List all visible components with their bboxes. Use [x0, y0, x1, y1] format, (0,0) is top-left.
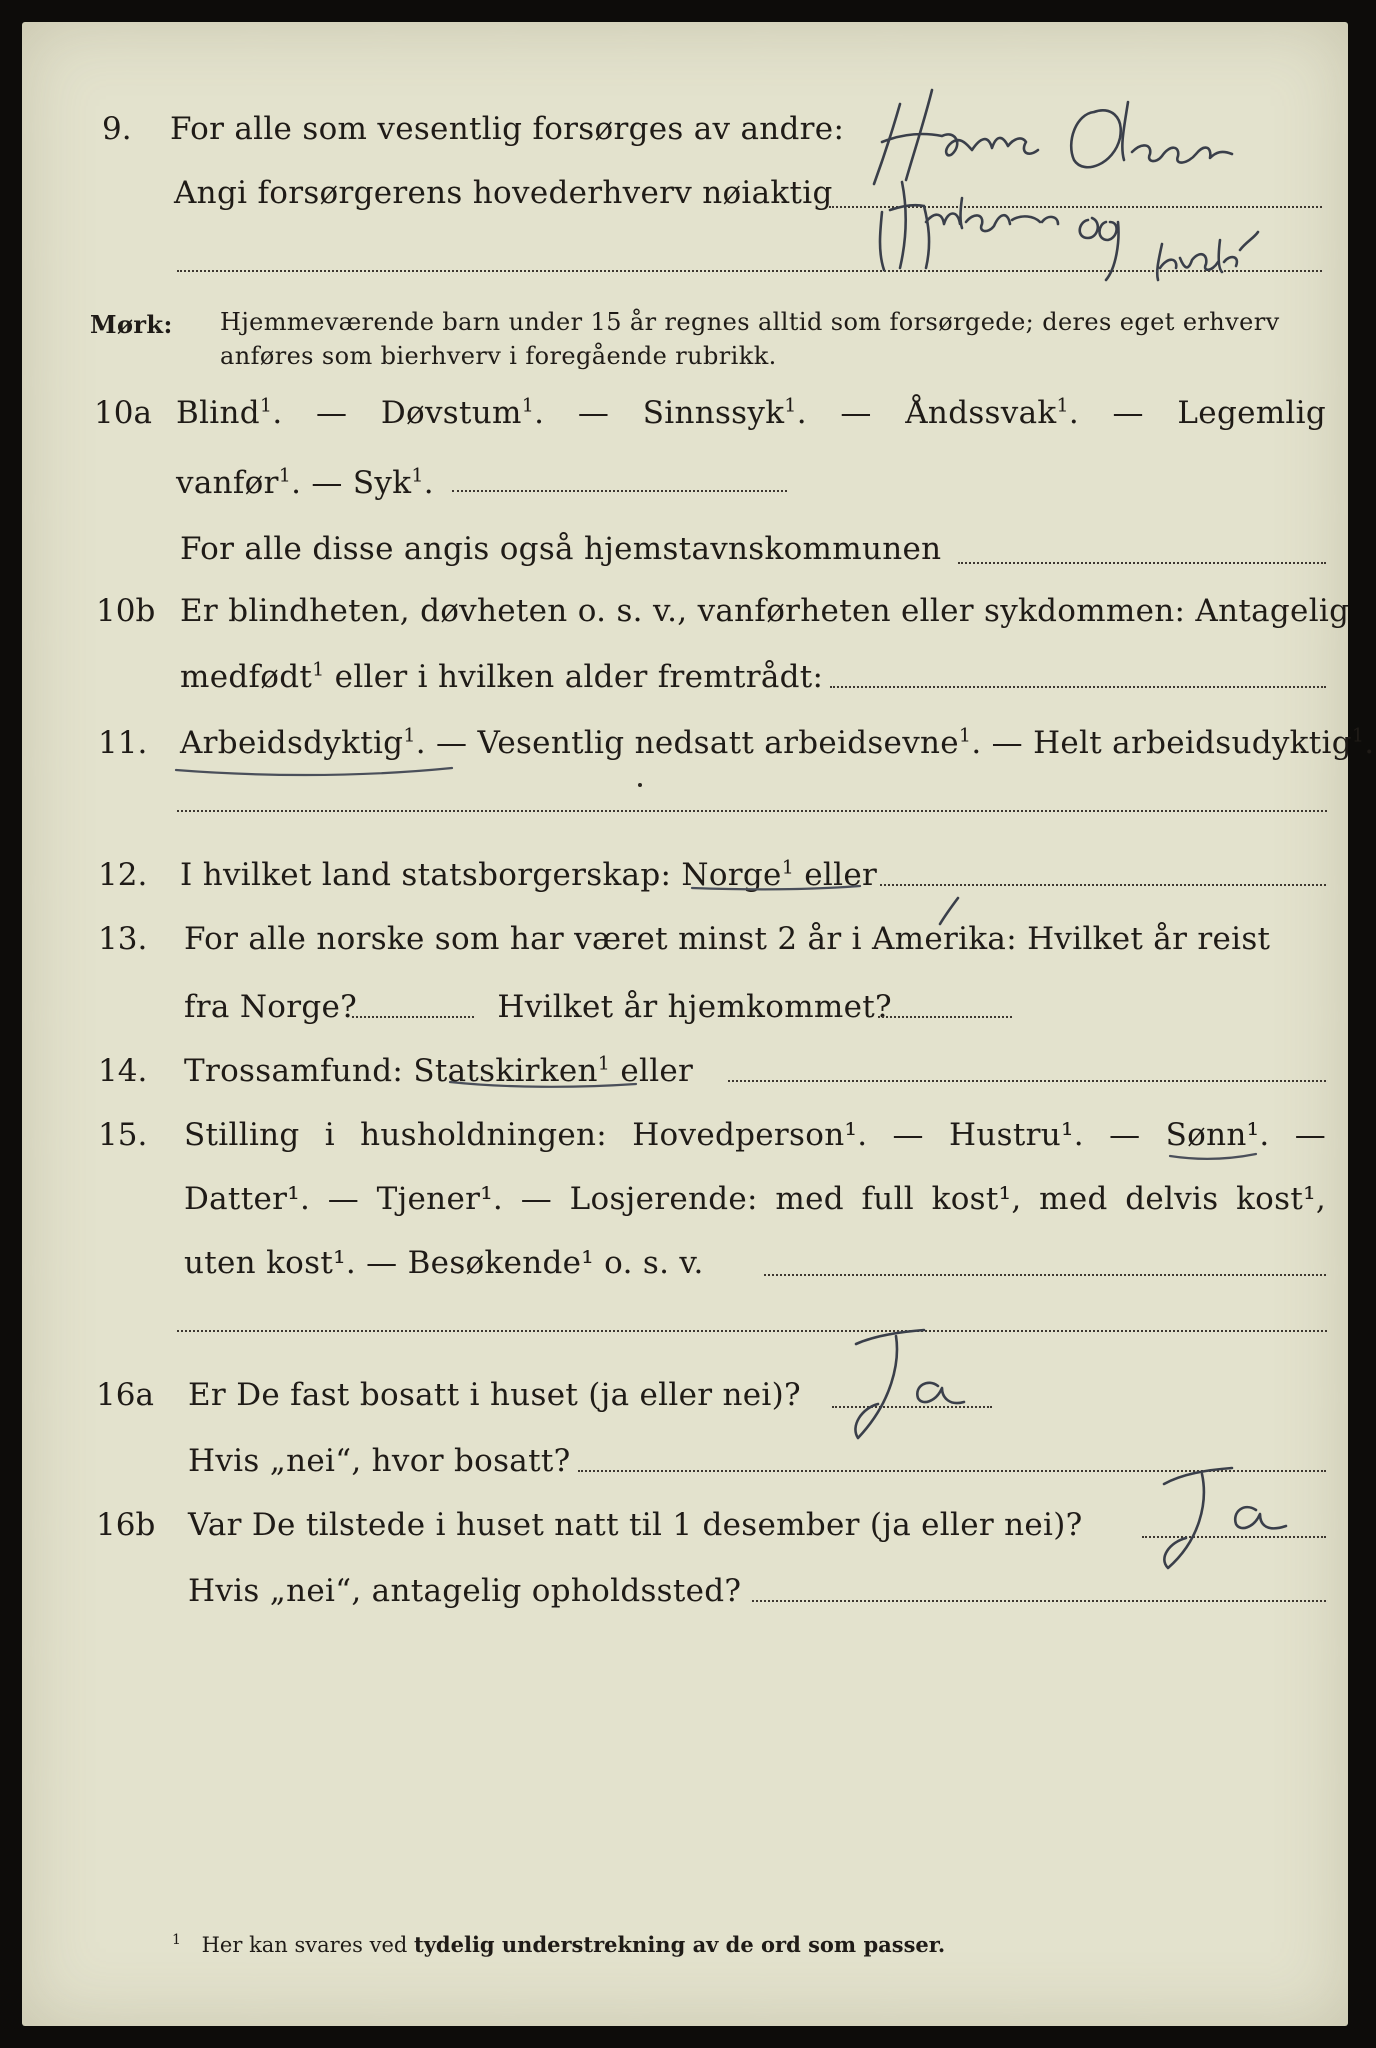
q14-answer-line[interactable]	[728, 1080, 1326, 1082]
q10a-item-blind[interactable]: Blind	[176, 395, 260, 431]
q13-line1: For alle norske som har været minst 2 år i Amerika: Hvilket år reist	[184, 921, 1271, 957]
q15-line3[interactable]: uten kost¹. — Besøkende¹ o. s. v.	[184, 1245, 704, 1281]
q11-number: 11.	[98, 725, 148, 761]
q10a-line3: For alle disse angis også hjemstavnskommunen	[180, 531, 942, 567]
q12-number: 12.	[98, 857, 148, 893]
q11-nedsatt[interactable]: . — Vesentlig nedsatt arbeidsevne	[415, 725, 959, 761]
q12-option-norge[interactable]: Norge	[681, 857, 782, 893]
q13-reist: fra Norge?	[184, 989, 358, 1025]
q10b-number: 10b	[96, 593, 156, 629]
q15-w-med1: med	[775, 1181, 844, 1217]
q14-line: Trossamfund: Statskirken$^1$ eller	[184, 1052, 694, 1089]
q15-answer-line[interactable]	[764, 1274, 1326, 1276]
footnote-prefix: Her kan svares ved	[201, 1933, 408, 1957]
q10a-line2: vanfør$^1$. — Syk$^1$.	[176, 464, 434, 501]
q10b-answer-line[interactable]	[830, 686, 1326, 688]
q12-underline	[688, 880, 868, 896]
q16b-line1: Var De tilstede i huset natt til 1 desember (ja eller nei)?	[188, 1507, 1083, 1543]
q15-dash5: —	[520, 1181, 553, 1217]
q16a-line1: Er De fast bosatt i huset (ja eller nei)?	[188, 1377, 801, 1413]
q10b-line2: medfødt$^1$ eller i hvilken alder fremtrådt:	[180, 658, 824, 695]
q15-w3: husholdningen:	[360, 1117, 608, 1153]
q15-hustru[interactable]: Hustru¹.	[949, 1117, 1084, 1153]
q11-arbeidsdyktig[interactable]: Arbeidsdyktig	[180, 725, 404, 761]
q15-line2	[184, 1181, 1326, 1217]
q10b-medfodt[interactable]: medfødt	[180, 659, 313, 695]
q9-handwriting	[862, 72, 1376, 282]
q15-number: 15.	[98, 1117, 148, 1153]
footnote-mark: 1	[172, 1932, 181, 1948]
q15-sonn[interactable]: Sønn¹.	[1165, 1117, 1270, 1153]
q16a-number: 16a	[96, 1377, 154, 1413]
q14-eller: eller	[620, 1053, 694, 1089]
q10b-line1: Er blindheten, døvheten o. s. v., vanførheten eller sykdommen: Antagelig	[180, 593, 1350, 629]
q15-full-kost[interactable]: kost¹,	[931, 1181, 1022, 1217]
q15-w-med2: med	[1039, 1181, 1108, 1217]
q14-text: Trossamfund:	[184, 1053, 404, 1089]
q15-w1: Stilling	[184, 1117, 300, 1153]
q13-line2	[184, 989, 892, 1025]
footnote	[172, 1932, 945, 1957]
q14-option-statskirken[interactable]: Statskirken	[413, 1053, 598, 1089]
q10a-item-dovstum[interactable]: Døvstum	[380, 395, 522, 431]
q12-line: I hvilket land statsborgerskap: Norge$^1$ eller	[180, 856, 878, 893]
q10a-number: 10a	[94, 395, 152, 431]
q15-answer-line-2[interactable]	[177, 1330, 1327, 1332]
q15-datter[interactable]: Datter¹.	[184, 1181, 311, 1217]
q15-hovedperson[interactable]: Hovedperson¹.	[632, 1117, 868, 1153]
q15-w2: i	[324, 1117, 335, 1153]
q11-udyktig[interactable]: . — Helt arbeidsudyktig	[971, 725, 1352, 761]
q13-number: 13.	[98, 921, 148, 957]
q11-line: Arbeidsdyktig$^1$. — Vesentlig nedsatt arbeidsevne$^1$. — Helt arbeidsudyktig$^1$.	[180, 724, 1375, 761]
q9-line1: For alle som vesentlig forsørges av andre:	[170, 111, 845, 147]
q15-dash1: —	[892, 1117, 924, 1153]
merk-line2: anføres som bierhverv i foregående rubrikk.	[220, 342, 777, 370]
q10a-item-andssvak[interactable]: Åndssvak	[905, 395, 1057, 431]
q15-dash3: —	[1294, 1117, 1326, 1153]
q11-end: .	[1364, 725, 1375, 761]
q11-answer-line[interactable]	[177, 810, 1327, 812]
q12-text: I hvilket land statsborgerskap:	[180, 857, 672, 893]
ink-dot	[638, 783, 642, 787]
q13-reist-line[interactable]	[352, 1016, 474, 1018]
q16b-line2: Hvis „nei“, antagelig opholdssted?	[188, 1573, 742, 1609]
q10a-item-legemlig[interactable]: Legemlig	[1177, 395, 1326, 431]
q9-line2: Angi forsørgerens hovederhverv nøiaktig	[174, 175, 833, 211]
q10a-syk[interactable]: Syk	[352, 465, 412, 501]
q15-dash2: —	[1109, 1117, 1141, 1153]
q10a-vanfor[interactable]: vanfør	[176, 465, 279, 501]
q13-hjemkommet: Hvilket år hjemkommet?	[497, 989, 892, 1025]
q15-losjerende: Losjerende:	[569, 1181, 758, 1217]
q14-number: 14.	[98, 1053, 148, 1089]
q16b-handwritten-answer	[1136, 1458, 1336, 1578]
q15-underline	[1166, 1148, 1266, 1164]
q9-number: 9.	[102, 111, 132, 147]
merk-label: Mørk:	[90, 310, 173, 339]
merk-line1: Hjemmeværende barn under 15 år regnes alltid som forsørgede; deres eget erhverv	[220, 308, 1280, 336]
q12-answer-line[interactable]	[880, 884, 1326, 886]
q15-dash4: —	[327, 1181, 360, 1217]
q15-tjener[interactable]: Tjener¹.	[376, 1181, 504, 1217]
footnote-bold: tydelig understrekning av de ord som passer.	[414, 1932, 946, 1957]
q11-underline	[172, 762, 472, 782]
census-form-page	[22, 22, 1375, 2026]
q16a-handwritten-answer	[834, 1322, 1004, 1442]
q10a-hjemstavn-line[interactable]	[958, 562, 1326, 564]
ink-mark	[932, 894, 972, 934]
q16b-number: 16b	[96, 1507, 156, 1543]
q12-eller: eller	[804, 857, 878, 893]
q10a-line1: Blind$^1$. — Døvstum$^1$. — Sinnssyk$^1$. — Åndssvak$^1$. — Legemlig	[176, 394, 1326, 431]
q13-hjemkommet-line[interactable]	[878, 1016, 1012, 1018]
q10a-answer-line[interactable]	[452, 490, 787, 492]
q15-w-delvis: delvis	[1125, 1181, 1219, 1217]
q15-w-full: full	[861, 1181, 914, 1217]
q15-line1	[184, 1117, 1326, 1153]
q16a-line2: Hvis „nei“, hvor bosatt?	[188, 1443, 571, 1479]
q10a-item-sinnssyk[interactable]: Sinnssyk	[642, 395, 785, 431]
q16b-opholdssted-line[interactable]	[752, 1600, 1326, 1602]
q10b-alder: eller i hvilken alder fremtrådt:	[334, 659, 824, 695]
q15-delvis-kost[interactable]: kost¹,	[1236, 1181, 1326, 1217]
q14-underline	[446, 1076, 646, 1092]
